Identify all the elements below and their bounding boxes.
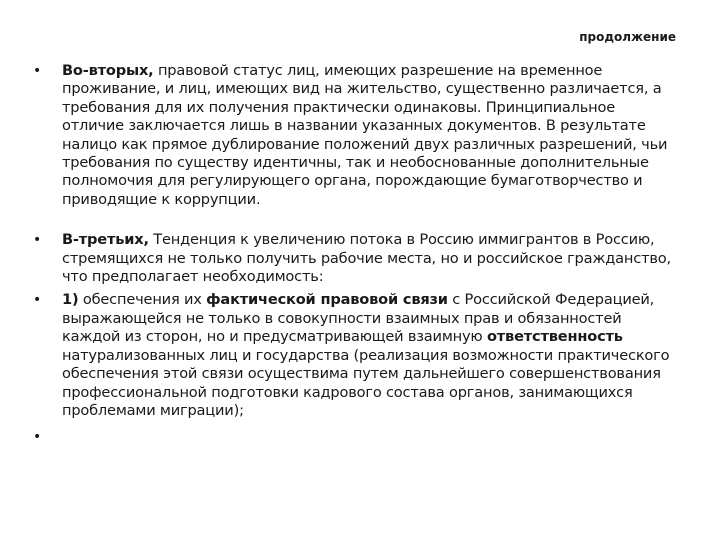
bullet-dot: • <box>33 292 42 309</box>
bullet-text-part: обеспечения их <box>78 291 207 309</box>
bullet-lead: Во-вторых, <box>62 62 154 79</box>
bullet-text-part: натурализованных лиц и государства (реализация возможности практического обеспечения этой связи осуществима путем дальнейшего совершенствования профессиональной подготовки кадрового состава органов, занимающихся проблемами миграции); <box>62 346 670 419</box>
bullet-lead: В-третьих, <box>62 231 149 249</box>
bullet-emphasis: фактической правовой связи <box>206 291 448 309</box>
bullet-text-part: с Российской Федерацией, выражающейся не только в совокупности взаимных прав и обязанностей каждой из сторон, но и предусматривающей взаимную <box>62 291 655 346</box>
bullet-text: Тенденция к увеличению потока в Россию иммигрантов в Россию, стремящихся не только получить рабочие места, но и российское гражданство, что предполагает необходимость: <box>62 231 671 286</box>
bullet-lead: 1) <box>62 291 79 309</box>
bullet-item-thirdly <box>33 231 681 286</box>
bullet-dot: • <box>33 232 42 249</box>
bullet-dot: • <box>33 429 42 446</box>
bullet-dot: • <box>33 63 42 79</box>
bullet-item-secondly <box>33 62 681 209</box>
bullet-list <box>33 62 681 446</box>
continuation-label: продолжение <box>579 30 676 44</box>
bullet-text: правовой статус лиц, имеющих разрешение на временное проживание, и лиц, имеющих вид на жительство, существенно различается, а требования для их получения практически одинаковы. Принципиальное отличие заключается лишь в названии указанных документов. В результате налицо как прямое дублирование положений двух различных разрешений, чьи требования по существу идентичны, так и необоснованные дополнительные полномочия для регулирующего органа, порождающие бумаготворчество и приводящие к коррупции. <box>62 62 668 208</box>
bullet-emphasis: ответственность <box>486 328 623 346</box>
bullet-item-point-1 <box>33 291 681 420</box>
